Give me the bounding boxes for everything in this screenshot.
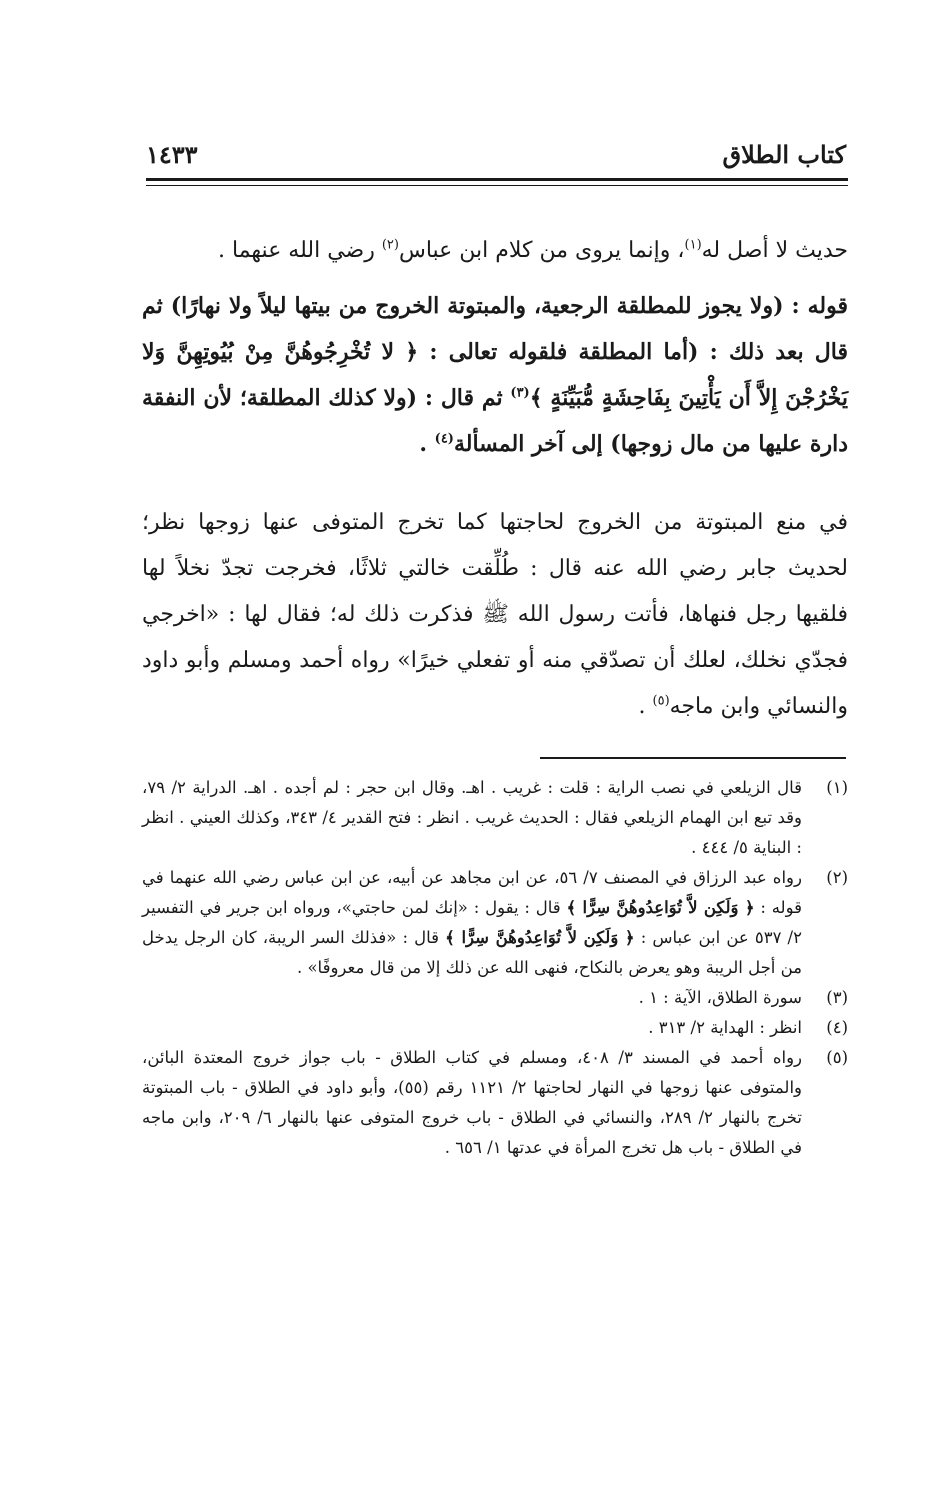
footnote-separator (540, 757, 846, 759)
footnote-number: (٥) (826, 1048, 848, 1067)
paragraph-3: في منع المبتوتة من الخروج لحاجتها كما تخرج المتوفى عنها زوجها نظر؛ لحديث جابر رضي الله عنه قال : طُلِّقت خالتي ثلاثًا، فخرجت تجدّ نخلاً لها فلقيها رجل فنهاها، فأتت رسول الله ﷺ فذكرت ذلك له؛ فقال لها : «اخرجي فجدّي نخلك، لعلك أن تصدّقي منه أو تفعلي خيرًا» رواه أحمد ومسلم وأبو داود والنسائي وابن ماجه$^{(٥)}$ . (142, 510, 848, 719)
quran-verse: ﴿ وَلَكِن لاَّ تُوَاعِدُوهُنَّ سِرًّا ﴾ (566, 898, 755, 917)
paragraph-2-quote: قوله : (ولا يجوز للمطلقة الرجعية، والمبتوتة الخروج من بيتها ليلاً ولا نهارًا) ثم قال بعد ذلك : (أما المطلقة فلقوله تعالى : ﴿ لا تُخْرِجُوهُنَّ مِنْ بُيُوتِهِنَّ وَلا يَخْرُجْنَ إِلاَّ أَن يَأْتِينَ بِفَاحِشَةٍ مُّبَيِّنَةٍ ﴾$^{(٣)}$ ثم قال : (ولا كذلك المطلقة؛ لأن النفقة دارة عليها من مال زوجها) إلى آخر المسألة$^{(٤)}$ . (142, 293, 848, 457)
footnote-3 (142, 983, 848, 1013)
footnote-text: سورة الطلاق، الآية : ١ . (638, 988, 802, 1007)
footnote-number: (٢) (826, 868, 848, 887)
chapter-title: كتاب الطلاق (722, 140, 846, 169)
footnote-text: رواه أحمد في المسند ٣/ ٤٠٨، ومسلم في كتاب الطلاق - باب جواز خروج المعتدة البائن، والمتوفى عنها زوجها في النهار لحاجتها ٢/ ١١٢١ رقم (٥٥)، وأبو داود في الطلاق - باب المبتوتة تخرج بالنهار ٢/ ٢٨٩، والنسائي في الطلاق - باب خروج المتوفى عنها بالنهار ٦/ ٢٠٩، وابن ماجه في الطلاق - باب هل تخرج المرأة في عدتها ١/ ٦٥٦ . (142, 1048, 803, 1157)
quran-verse: ﴿ لا تُخْرِجُوهُنَّ مِنْ بُيُوتِهِنَّ وَلا يَخْرُجْنَ إِلاَّ أَن يَأْتِينَ بِفَاحِشَةٍ مُّبَيِّنَةٍ ﴾ (142, 339, 848, 411)
footnotes-list (142, 773, 848, 1163)
footnote-ref-5[interactable]: (٥) (652, 693, 670, 709)
footnote-1 (142, 773, 848, 863)
footnote-number: (١) (826, 778, 848, 797)
footnote-5 (142, 1043, 848, 1163)
footnote-ref-4[interactable]: (٤) (434, 431, 454, 447)
footnote-number: (٤) (826, 1018, 848, 1037)
paragraph-1: حديث لا أصل له$^{(١)}$، وإنما يروى من كلام ابن عباس$^{(٢)}$ رضي الله عنهما . (218, 237, 848, 263)
footnote-text: رواه عبد الرزاق في المصنف ٧/ ٥٦، عن ابن مجاهد عن أبيه، عن ابن عباس رضي الله عنهما في قوله : ﴿ وَلَكِن لاَّ تُوَاعِدُوهُنَّ سِرًّا ﴾ قال : يقول : «إنك لمن حاجتي»، ورواه ابن جرير في التفسير ٢/ ٥٣٧ عن ابن عباس : ﴿ وَلَكِن لاَّ تُوَاعِدُوهُنَّ سِرًّا ﴾ قال : «فذلك السر الريبة، كان الرجل يدخل من أجل الريبة وهو يعرض بالنكاح، فنهى الله عن ذلك إلا من قال معروفًا» . (142, 868, 802, 977)
header-rule-thick (146, 178, 848, 181)
page-number: ١٤٣٣ (146, 140, 198, 169)
footnote-number: (٣) (826, 988, 848, 1007)
header-rule-thin (146, 185, 848, 186)
footnote-ref-1[interactable]: (١) (684, 237, 702, 253)
footnote-text: انظر : الهداية ٢/ ٣١٣ . (648, 1018, 802, 1037)
footnote-2 (142, 863, 848, 983)
footnote-ref-2[interactable]: (٢) (381, 237, 399, 253)
footnote-ref-3[interactable]: (٣) (510, 385, 530, 401)
quran-verse: ﴿ وَلَكِن لاَّ تُوَاعِدُوهُنَّ سِرًّا ﴾ (445, 928, 635, 947)
running-header (146, 134, 846, 174)
footnote-text: قال الزيلعي في نصب الراية : قلت : غريب . اهـ. وقال ابن حجر : لم أجده . اهـ. الدراية ٢/ ٧٩، وقد تبع ابن الهمام الزيلعي فقال : الحديث غريب . انظر : فتح القدير ٤/ ٣٤٣، وكذلك العيني . انظر : البناية ٥/ ٤٤٤ . (142, 778, 802, 857)
footnote-4 (142, 1013, 848, 1043)
